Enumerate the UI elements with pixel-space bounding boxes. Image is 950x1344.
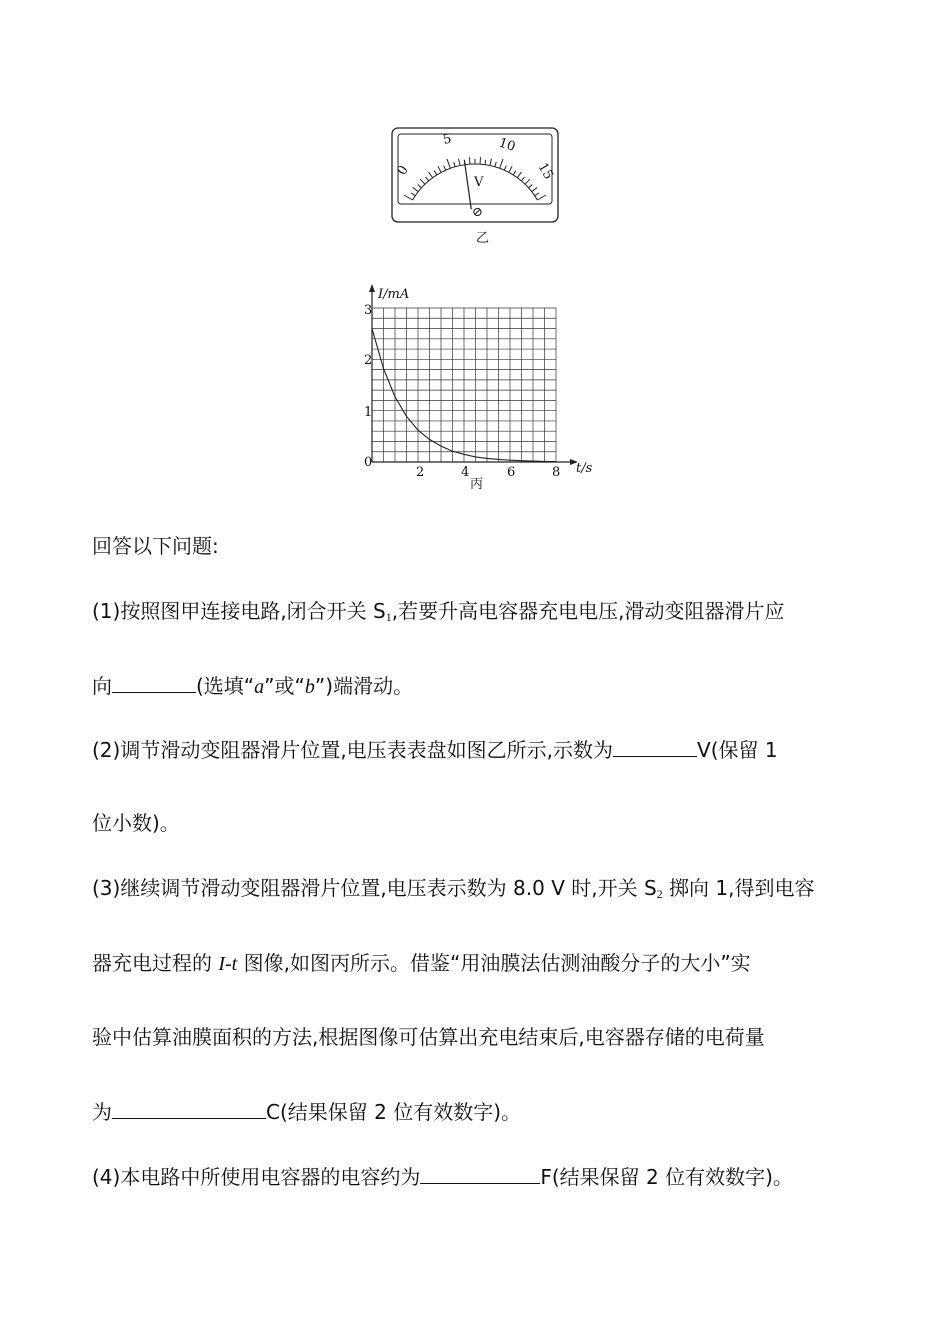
meter-tick bbox=[420, 179, 425, 184]
meter-tick bbox=[426, 177, 429, 181]
meter-tick bbox=[535, 193, 539, 196]
meter-tick bbox=[525, 179, 530, 184]
y-axis-label: I/mA bbox=[378, 287, 410, 302]
q3-text-f: C(结果保留 2 位有效数字)。 bbox=[266, 1100, 522, 1124]
q4-text-b: F(结果保留 2 位有效数字)。 bbox=[540, 1165, 793, 1189]
q4-answer-blank[interactable] bbox=[420, 1165, 540, 1184]
meter-tick bbox=[485, 160, 486, 165]
q1-option-a: a bbox=[254, 676, 265, 698]
meter-unit-symbol: V bbox=[474, 175, 484, 190]
meter-tick bbox=[532, 187, 538, 191]
q1-text-d: (选填“ bbox=[196, 674, 255, 698]
q3-text-e: 为 bbox=[92, 1100, 112, 1124]
graph-grid bbox=[372, 308, 556, 462]
q2-answer-blank[interactable] bbox=[613, 738, 697, 757]
y-tick-1: 1 bbox=[364, 405, 373, 420]
meter-tick bbox=[434, 171, 437, 175]
meter-tick bbox=[459, 159, 460, 166]
meter-needle bbox=[464, 161, 471, 210]
meter-tick bbox=[504, 166, 506, 171]
q2-line-2: 位小数)。 bbox=[92, 811, 180, 835]
y-axis-arrow bbox=[369, 284, 375, 292]
meter-tick bbox=[490, 159, 491, 166]
q3-text-b: 掷向 1,得到电容 bbox=[662, 876, 815, 900]
q1-switch-subscript: 1 bbox=[385, 610, 392, 624]
x-axis-label: t/s bbox=[576, 461, 593, 476]
zero-adjust-screw: ⊘ bbox=[472, 205, 483, 220]
meter-window bbox=[398, 131, 552, 204]
questions-intro: 回答以下问题: bbox=[92, 534, 219, 558]
voltmeter-figure bbox=[380, 118, 580, 248]
y-tick-3: 3 bbox=[364, 303, 373, 318]
q1-option-b: b bbox=[304, 676, 315, 698]
q3-text-a: (3)继续调节滑动变阻器滑片位置,电压表示数为 8.0 V 时,开关 S bbox=[92, 876, 657, 900]
q2-text-a: (2)调节滑动变阻器滑片位置,电压表表盘如图乙所示,示数为 bbox=[92, 738, 614, 762]
meter-tick bbox=[404, 195, 413, 200]
x-tick-8: 8 bbox=[552, 465, 561, 480]
q3-line-2 bbox=[92, 947, 751, 976]
meter-tick bbox=[411, 193, 415, 196]
figure-caption-bing: 丙 bbox=[470, 477, 484, 492]
current-time-graph bbox=[340, 280, 610, 495]
x-tick-6: 6 bbox=[507, 465, 516, 480]
meter-tick bbox=[438, 166, 441, 172]
q3-line-1 bbox=[92, 872, 814, 902]
q1-line-1 bbox=[92, 595, 784, 625]
q2-text-b: V(保留 1 bbox=[697, 738, 778, 762]
q4-text-a: (4)本电路中所使用电容器的电容约为 bbox=[92, 1165, 421, 1189]
q1-line-2 bbox=[92, 670, 413, 699]
q3-answer-blank[interactable] bbox=[112, 1100, 266, 1119]
meter-tick bbox=[447, 159, 450, 168]
meter-label-5: 5 bbox=[441, 131, 453, 148]
meter-tick bbox=[500, 159, 503, 168]
q3-line-4 bbox=[92, 1096, 521, 1125]
meter-tick bbox=[529, 184, 533, 187]
meter-label-15: 15 bbox=[534, 160, 556, 183]
q3-line-3: 验中估算油膜面积的方法,根据图像可估算出充电结束后,电容器存储的电荷量 bbox=[92, 1025, 765, 1049]
meter-tick bbox=[418, 184, 422, 187]
q3-graph-type: I-t bbox=[218, 953, 238, 975]
meter-tick bbox=[454, 162, 455, 167]
meter-tick bbox=[429, 172, 433, 178]
q1-text-f: ”)端滑动。 bbox=[314, 674, 414, 698]
meter-tick bbox=[521, 177, 524, 181]
q3-text-c: 器充电过程的 bbox=[92, 951, 219, 975]
meter-tick bbox=[495, 162, 496, 167]
q2-line-1 bbox=[92, 734, 778, 763]
q4-line-1 bbox=[92, 1161, 793, 1190]
figure-caption-yi: 乙 bbox=[476, 231, 490, 246]
meter-tick bbox=[517, 172, 521, 178]
meter-tick bbox=[444, 166, 446, 171]
meter-tick bbox=[537, 195, 546, 200]
q3-text-d: 图像,如图丙所示。借鉴“用油膜法估测油酸分子的大小”实 bbox=[237, 951, 751, 975]
q1-text-e: ”或“ bbox=[264, 674, 305, 698]
meter-label-10: 10 bbox=[496, 135, 518, 155]
meter-tick bbox=[513, 171, 516, 175]
q1-text-c: 向 bbox=[92, 674, 112, 698]
meter-label-0: 0 bbox=[394, 163, 412, 179]
x-tick-4: 4 bbox=[461, 465, 470, 480]
y-tick-2: 2 bbox=[364, 353, 373, 368]
meter-tick bbox=[413, 187, 419, 191]
x-tick-2: 2 bbox=[416, 465, 425, 480]
q1-answer-blank[interactable] bbox=[112, 674, 196, 693]
q3-switch-subscript: 2 bbox=[656, 887, 663, 901]
origin-label: 0 bbox=[364, 455, 373, 470]
meter-tick bbox=[509, 166, 512, 172]
q1-text-b: ,若要升高电容器充电电压,滑动变阻器滑片应 bbox=[391, 599, 785, 623]
q1-text-a: (1)按照图甲连接电路,闭合开关 S bbox=[92, 599, 386, 623]
